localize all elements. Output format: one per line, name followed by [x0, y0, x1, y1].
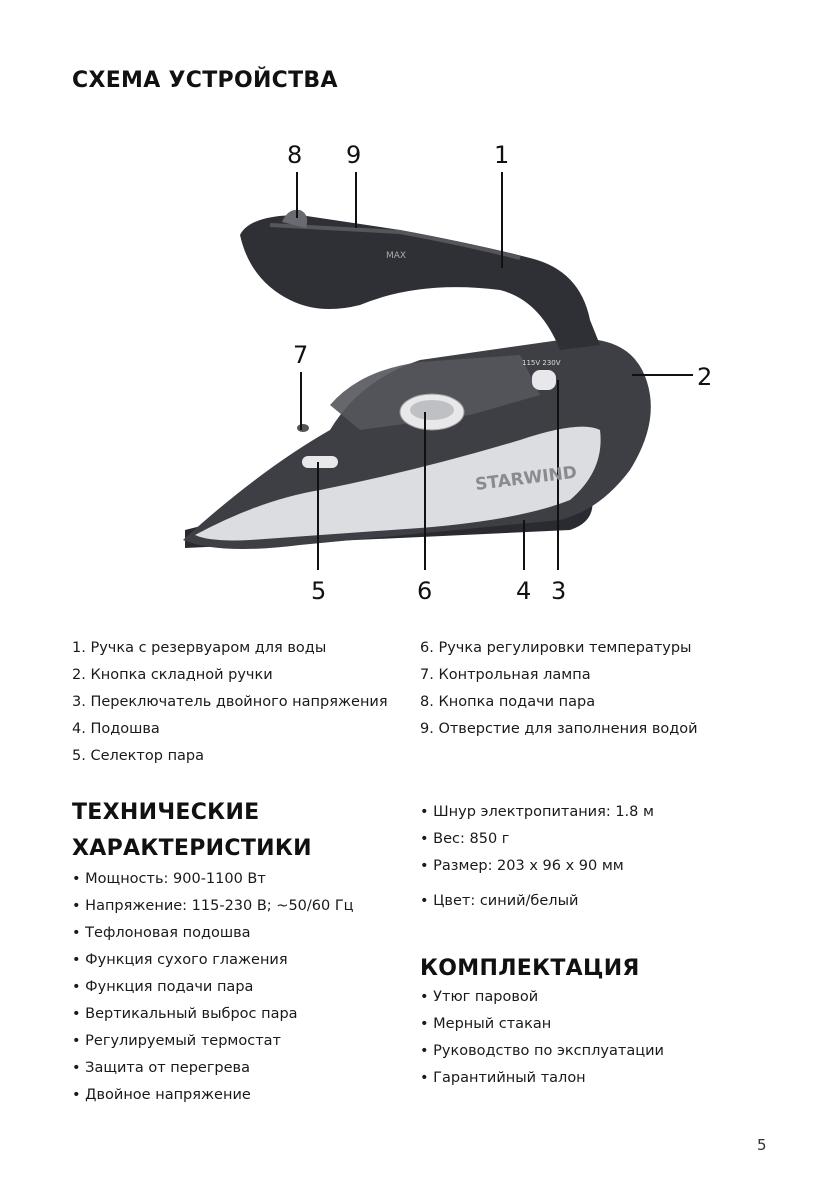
part-item: 4. Подошва	[72, 721, 160, 737]
callout-5: 5	[311, 577, 327, 605]
callout-4: 4	[516, 577, 532, 605]
max-label: MAX	[386, 251, 407, 261]
part-item: 9. Отверстие для заполнения водой	[420, 721, 698, 737]
spec-item: • Шнур электропитания: 1.8 м	[420, 804, 654, 820]
callout-7: 7	[293, 341, 309, 369]
part-item: 5. Селектор пара	[72, 748, 205, 764]
spec-item: • Защита от перегрева	[72, 1060, 250, 1076]
part-item: 8. Кнопка подачи пара	[420, 694, 596, 710]
callout-9: 9	[346, 141, 362, 169]
spec-item: • Функция сухого глажения	[72, 952, 288, 968]
specs-title-line2: ХАРАКТЕРИСТИКИ	[72, 836, 312, 861]
spec-item: • Напряжение: 115-230 В; ~50/60 Гц	[72, 898, 354, 914]
part-item: 2. Кнопка складной ручки	[72, 667, 273, 683]
spec-item: • Тефлоновая подошва	[72, 925, 251, 941]
part-item: 7. Контрольная лампа	[420, 667, 591, 683]
package-item: • Гарантийный талон	[420, 1070, 586, 1086]
spec-item: • Вертикальный выброс пара	[72, 1006, 298, 1022]
package-item: • Утюг паровой	[420, 989, 539, 1005]
package-item: • Руководство по эксплуатации	[420, 1043, 664, 1059]
part-item: 6. Ручка регулировки температуры	[420, 640, 692, 656]
package-item: • Мерный стакан	[420, 1016, 552, 1032]
spec-item: • Функция подачи пара	[72, 979, 254, 995]
brand-label: STARWIND	[474, 462, 579, 495]
spec-item: • Двойное напряжение	[72, 1087, 251, 1103]
spec-item: • Вес: 850 г	[420, 831, 510, 847]
callout-3: 3	[551, 577, 567, 605]
scheme-title: СХЕМА УСТРОЙСТВА	[72, 68, 338, 93]
spec-item: • Цвет: синий/белый	[420, 893, 579, 909]
specs-title-line1: ТЕХНИЧЕСКИЕ	[72, 800, 260, 825]
callout-2: 2	[697, 363, 713, 391]
callout-6: 6	[417, 577, 433, 605]
steam-selector	[302, 456, 338, 468]
spec-item: • Регулируемый термостат	[72, 1033, 281, 1049]
voltage-switch	[532, 370, 556, 390]
part-item: 3. Переключатель двойного напряжения	[72, 694, 388, 710]
part-item: 1. Ручка с резервуаром для воды	[72, 640, 327, 656]
spec-item: • Мощность: 900-1100 Вт	[72, 871, 266, 887]
spec-item: • Размер: 203 х 96 х 90 мм	[420, 858, 624, 874]
callout-8: 8	[287, 141, 303, 169]
package-title: КОМПЛЕКТАЦИЯ	[420, 956, 640, 981]
callout-1: 1	[494, 141, 510, 169]
page-number: 5	[757, 1136, 767, 1154]
voltage-label: 115V 230V	[522, 359, 561, 367]
indicator-lamp	[297, 424, 309, 432]
